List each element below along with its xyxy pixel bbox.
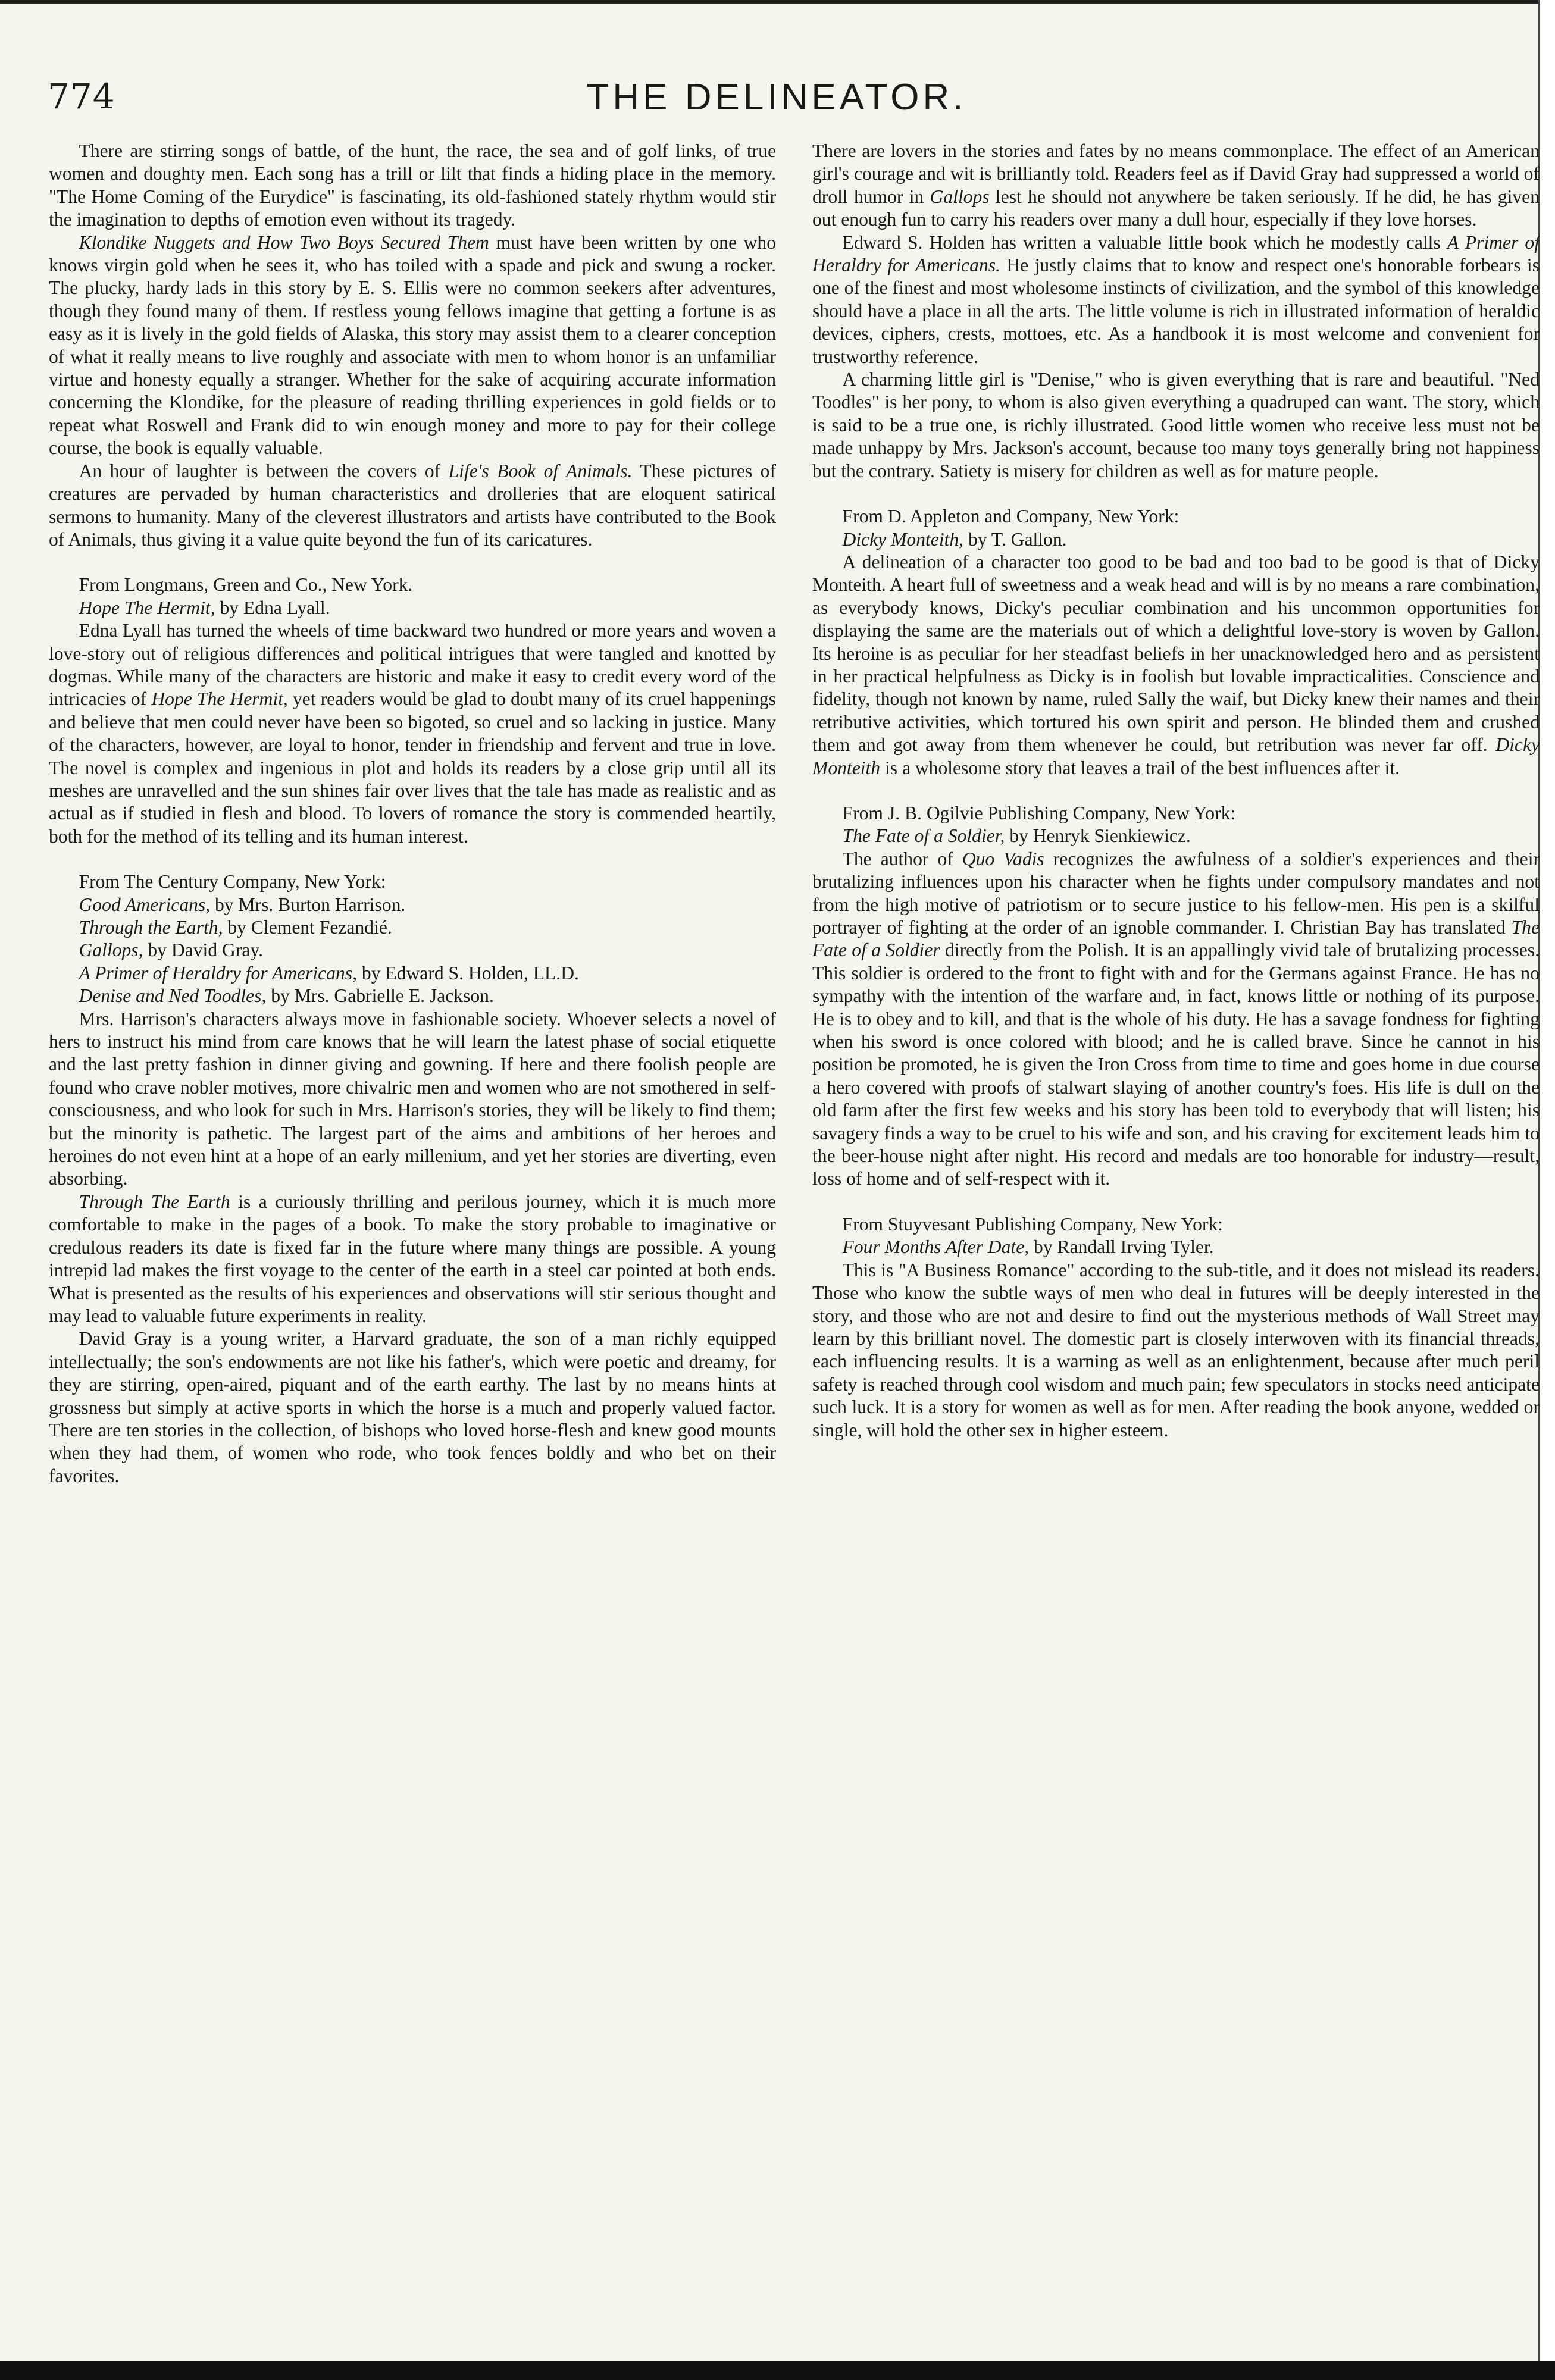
book-title-line: Dicky Monteith, by T. Gallon. — [842, 528, 1067, 550]
paragraph: A charming little girl is "Denise," who is given everything that is rare and beautiful. "Ned Toodles" is her pony, to whom is also given everything a quadruped can want. The story, which is said to be a true one, is richly illustrated. Good little women who receive less must not be made unhappy by Mrs. Jackson's account, because too many toys generally bring not happiness but the contrary. Satiety is misery for children as well as for mature people. — [812, 369, 1540, 481]
publisher-heading: From D. Appleton and Company, New York: — [842, 506, 1179, 527]
book-title-line: The Fate of a Soldier, by Henryk Sienkiewicz. — [842, 825, 1191, 847]
italic: Gallops — [930, 186, 990, 207]
publisher-heading: From Longmans, Green and Co., New York. — [79, 574, 413, 596]
paragraph: An hour of laughter is between the covers of Life's Book of Animals. These pictures of creatures are pervaded by human characteristics and drolleries that are eloquent satirical sermons to humanity. Many of the cleverest illustrators and artists have contributed to the Book of Animals, thus giving it a value quite beyond the fun of its caricatures. — [49, 460, 776, 550]
book-title-line: Four Months After Date, by Randall Irving Tyler. — [842, 1236, 1214, 1258]
paragraph: Klondike Nuggets and How Two Boys Secured Them must have been written by one who knows virgin gold when he sees it, who has toiled with a spade and pick and swung a rocker. The plucky, hardy lads in this story by E. S. Ellis were no common seekers after adventures, though they found many of them. If restless young fellows imagine that getting a fortune is as easy as it is lively in the gold fields of Alaska, this story may assist them to a clearer conception of what it really means to live roughly and associate with men to whom honor is an unfamiliar virtue and honesty equally a stranger. Whether for the sake of acquiring accurate information concerning the Klondike, for the pleasure of reading thrilling experiences in gold fields or to repeat what Roswell and Frank did to win enough money and more to pay for their college course, the book is equally valuable. — [49, 231, 776, 459]
paragraph: A delineation of a character too good to be bad and too bad to be good is that of Dicky Monteith. A heart full of sweetness and a weak head and will is by no means a rare combination, as everybody knows, Dicky's peculiar combination and his uncommon opportunities for displaying the same are the materials out of which a delightful love-story is woven by Gallon. Its heroine is as peculiar for her steadfast beliefs in her unacknowledged hero and as persistent in her practical helpfulness as Dicky is in foolish but lovable impracticalities. Conscience and fidelity, though not known by name, ruled Sally the waif, but Dicky knew their names and their retributive activities, which tortured his own spirit and person. He blinded them and crushed them and got away from them whenever he could, but retribution was never far off. Dicky Monteith is a wholesome story that leaves a trail of the best influences after it. — [812, 551, 1540, 778]
book-title-line: Hope The Hermit, by Edna Lyall. — [79, 597, 330, 618]
italic: Dicky Monteith — [812, 734, 1540, 778]
bottom-edge — [0, 2361, 1555, 2380]
section-gap — [49, 848, 776, 870]
section-gap — [812, 483, 1540, 505]
section-gap — [812, 1191, 1540, 1213]
publisher-heading: From J. B. Ogilvie Publishing Company, New York: — [842, 802, 1236, 823]
top-edge — [0, 0, 1555, 4]
book-title-line: Gallops, by David Gray. — [79, 940, 264, 961]
paragraph: Edna Lyall has turned the wheels of time backward two hundred or more years and woven a love-story out of religious differences and political intrigues that were tangled and knotted by dogmas. While many of the characters are historic and make it easy to credit every word of the intricacies of Hope The Hermit, yet readers would be glad to doubt many of its cruel happenings and believe that men could never have been so bigoted, so cruel and so lacking in justice. Many of the characters, however, are loyal to honor, tender in friendship and fervent and true in love. The novel is complex and ingenious in plot and holds its readers by a close grip until all its meshes are unravelled and the sun shines fair over lives that the tale has made as realistic and as actual as if studied in flesh and blood. To lovers of romance the story is commended heartily, both for the method of its telling and its human interest. — [49, 620, 776, 847]
page-number: 774 — [48, 76, 115, 117]
section-gap — [49, 551, 776, 574]
right-margin — [1538, 0, 1555, 2361]
paragraph: The author of Quo Vadis recognizes the awfulness of a soldier's experiences and their brutalizing influences upon his character when he fights under compulsory mandates and not from the high motive of patriotism or to secure justice to his fellow-men. His pen is a skilful portrayer of fighting at the order of an ignoble commander. I. Christian Bay has translated The Fate of a Soldier directly from the Polish. It is an appallingly vivid tale of brutalizing processes. This soldier is ordered to the front to fight with and for the Germans against France. He has no sympathy with the intention of the warfare and, in fact, knows little or nothing of its purpose. He is to obey and to kill, and that is the whole of his duty. He has a savage fondness for fighting when his sword is once colored with blood; and he is called brave. Since he cannot in his position be promoted, he is given the Iron Cross from time to time and goes home in due course a hero covered with proofs of stalwart slaying of another country's foes. His life is dull on the old farm after the first few weeks and his story has been told to everybody that will listen; his savagery finds a way to be cruel to his wife and son, and his craving for excitement leads him to the beer-house night after night. His record and medals are too honorable for industry—result, loss of home and of self-respect with it. — [812, 848, 1540, 1189]
paragraph: This is "A Business Romance" according to the sub-title, and it does not mislead its readers. Those who know the subtle ways of men who deal in futures will be deeply interested in the story, and those who are not and desire to find out the mysterious methods of Wall Street may learn by this brilliant novel. The domestic part is closely interwoven with its financial threads, each influencing results. It is a warning as well as an enlightenment, because after much peril safety is reached through cool wisdom and much pain; few speculators in stocks need anticipate such luck. It is a story for women as well as for men. After reading the book anyone, wedded or single, will hold the other sex in higher esteem. — [812, 1259, 1540, 1440]
book-title-line: Good Americans, by Mrs. Burton Harrison. — [79, 894, 406, 915]
paragraph: David Gray is a young writer, a Harvard graduate, the son of a man richly equipped intellectually; the son's endowments are not like his father's, which were poetic and dreamy, for they are stirring, open-aired, piquant and of the earth earthy. The last by no means hints at grossness but simply at active sports in which the horse is a much and properly valued factor. There are ten stories in the collection, of bishops who loved horse-flesh and knew good mounts when they had them, of women who rode, who took fences boldly and who bet on their favorites. — [49, 1328, 776, 1486]
book-title-line: A Primer of Heraldry for Americans, by Edward S. Holden, LL.D. — [79, 962, 579, 984]
italic: Hope The Hermit, — [151, 688, 288, 710]
left-column — [49, 140, 776, 2347]
running-title: THE DELINEATOR. — [586, 77, 967, 118]
publisher-heading: From The Century Company, New York: — [79, 871, 386, 892]
paragraph: Through The Earth is a curiously thrilling and perilous journey, which it is much more comfortable to make in the pages of a book. To make the story probable to imaginative or credulous readers its date is fixed far in the future where many things are possible. A young intrepid lad makes the first voyage to the center of the earth in a steel car pointed at both ends. What is presented as the results of his experiences and observations will stir serious thought and may lead to valuable future experiments in reality. — [49, 1191, 776, 1326]
section-gap — [812, 779, 1540, 802]
paragraph: There are lovers in the stories and fates by no means commonplace. The effect of an American girl's courage and wit is brilliantly told. Readers feel as if David Gray had suppressed a world of droll humor in Gallops lest he should not anywhere be taken seriously. If he did, he has given out enough fun to carry his readers over many a dull hour, especially if they love horses. — [812, 140, 1540, 230]
paragraph: Mrs. Harrison's characters always move in fashionable society. Whoever selects a novel of hers to instruct his mind from care knows that he will learn the latest phase of social etiquette and the last pretty fashion in dinner giving and gowning. If here and there foolish people are found who crave nobler motives, more chivalric men and women who are not smothered in self-consciousness, and who look for such in Mrs. Harrison's stories, they will be likely to find them; but the minority is pathetic. The largest part of the aims and ambitions of her heroes and heroines do not even hint at a hope of an early millenium, and yet her stories are diverting, even absorbing. — [49, 1008, 776, 1189]
italic: Klondike Nuggets and How Two Boys Secured Them — [79, 231, 489, 253]
right-column — [812, 140, 1540, 2347]
book-title-line: Through the Earth, by Clement Fezandié. — [79, 917, 392, 938]
publisher-heading: From Stuyvesant Publishing Company, New York: — [842, 1213, 1224, 1235]
italic: Through The Earth — [79, 1191, 230, 1212]
italic: Quo Vadis — [962, 848, 1044, 869]
book-title-line: Denise and Ned Toodles, by Mrs. Gabrielle E. Jackson. — [79, 985, 494, 1007]
paragraph: Edward S. Holden has written a valuable little book which he modestly calls A Primer of Heraldry for Americans. He justly claims that to know and respect one's honorable forbears is one of the finest and most wholesome instincts of civilization, and the symbol of this knowledge should have a place in all the arts. The little volume is rich in illustrated information of heraldic devices, ciphers, crests, mottoes, etc. As a handbook it is most welcome and convenient for trustworthy reference. — [812, 231, 1540, 367]
italic: A Primer of Heraldry for Americans. — [812, 231, 1540, 276]
italic: Life's Book of Animals. — [448, 460, 633, 481]
page-header — [48, 76, 1506, 130]
paragraph: There are stirring songs of battle, of the hunt, the race, the sea and of golf links, of true women and doughty men. Each song has a trill or lilt that finds a hiding place in the memory. "The Home Coming of the Eurydice" is fascinating, its old-fashioned stately rhythm would stir the imagination to depths of emotion even without its tragedy. — [49, 140, 776, 230]
italic: The Fate of a Soldier — [812, 917, 1540, 961]
